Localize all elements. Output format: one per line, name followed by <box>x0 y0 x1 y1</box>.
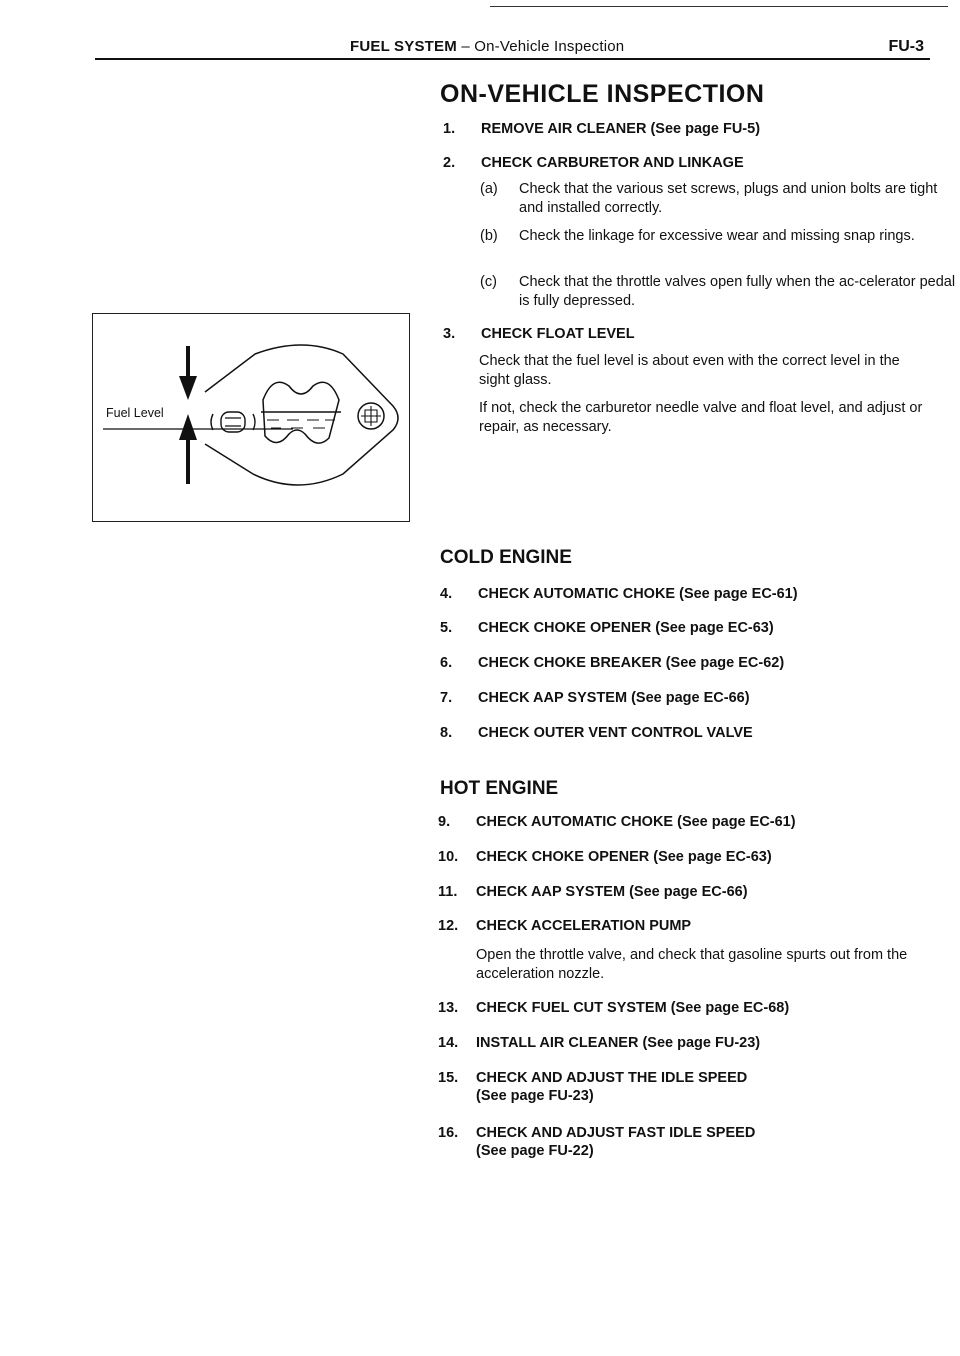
step-number: 7. <box>440 690 453 706</box>
sight-glass-body <box>205 345 398 485</box>
step-text: CHECK AND ADJUST THE IDLE SPEED <box>476 1070 748 1086</box>
item-text: Check the linkage for excessive wear and missing snap rings. <box>519 228 915 244</box>
step-text: CHECK AUTOMATIC CHOKE (See page EC-61) <box>476 814 796 830</box>
step-number: 15. <box>438 1070 459 1086</box>
page-number: FU-3 <box>888 38 924 55</box>
header-rule <box>95 58 930 60</box>
step-number: 6. <box>440 655 453 671</box>
item-text: Check that the throttle valves open fully when the ac-celerator pedal is fully depressed. <box>519 274 956 309</box>
step-number: 3. <box>443 326 456 342</box>
step-number: 5. <box>440 620 453 636</box>
step-number: 12. <box>438 918 459 934</box>
step-text: REMOVE AIR CLEANER (See page FU-5) <box>481 121 761 137</box>
step-number: 13. <box>438 1000 459 1016</box>
step-text: INSTALL AIR CLEANER (See page FU-23) <box>476 1035 761 1051</box>
page-title: ON-VEHICLE INSPECTION <box>440 80 765 108</box>
step-text: CHECK AAP SYSTEM (See page EC-66) <box>478 690 750 706</box>
step-number: 10. <box>438 849 459 865</box>
step-text: CHECK FUEL CUT SYSTEM (See page EC-68) <box>476 1000 790 1016</box>
step-text: CHECK CARBURETOR AND LINKAGE <box>481 155 744 171</box>
header-subsection: On-Vehicle Inspection <box>474 38 625 55</box>
step-text: CHECK CHOKE BREAKER (See page EC-62) <box>478 655 785 671</box>
item-label: (c) <box>480 274 497 290</box>
cold-engine-heading: COLD ENGINE <box>440 547 572 568</box>
header-section: FUEL SYSTEM <box>350 38 457 55</box>
step-number: 14. <box>438 1035 459 1051</box>
page-header <box>95 34 930 58</box>
step-number: 1. <box>443 121 456 137</box>
step-text: CHECK AUTOMATIC CHOKE (See page EC-61) <box>478 586 798 602</box>
item-text: Check that the various set screws, plugs and union bolts are tight and installed correctly. <box>519 181 938 216</box>
fuel-level-label: Fuel Level <box>106 406 164 420</box>
step-number: 2. <box>443 155 456 171</box>
step-number: 9. <box>438 814 451 830</box>
step-text-continued: (See page FU-23) <box>476 1088 594 1104</box>
step-3-paragraph-1: Check that the fuel level is about even with the correct level in the sight glass. <box>479 353 900 388</box>
step-text-continued: (See page FU-22) <box>476 1143 594 1159</box>
step-text: CHECK OUTER VENT CONTROL VALVE <box>478 725 753 741</box>
step-text: CHECK AND ADJUST FAST IDLE SPEED <box>476 1125 756 1141</box>
step-number: 8. <box>440 725 453 741</box>
item-label: (b) <box>480 228 498 244</box>
step-text: CHECK FLOAT LEVEL <box>481 326 635 342</box>
lower-arrow-shaft <box>186 436 190 484</box>
step-text: CHECK CHOKE OPENER (See page EC-63) <box>478 620 774 636</box>
upper-arrow-head <box>179 376 197 400</box>
step-12-paragraph: Open the throttle valve, and check that gasoline spurts out from the acceleration nozzle. <box>476 947 908 982</box>
step-text: CHECK CHOKE OPENER (See page EC-63) <box>476 849 772 865</box>
top-divider <box>490 6 948 7</box>
step-text: CHECK ACCELERATION PUMP <box>476 918 692 934</box>
step-3-paragraph-2: If not, check the carburetor needle valve and float level, and adjust or repair, as necessary. <box>479 400 923 435</box>
header-dash: – <box>461 38 470 55</box>
float-level-figure <box>92 313 410 522</box>
step-text: CHECK AAP SYSTEM (See page EC-66) <box>476 884 748 900</box>
step-number: 16. <box>438 1125 459 1141</box>
step-number: 4. <box>440 586 453 602</box>
hot-engine-heading: HOT ENGINE <box>440 778 559 799</box>
header-title <box>350 38 624 55</box>
step-number: 11. <box>438 884 458 900</box>
item-label: (a) <box>480 181 498 197</box>
